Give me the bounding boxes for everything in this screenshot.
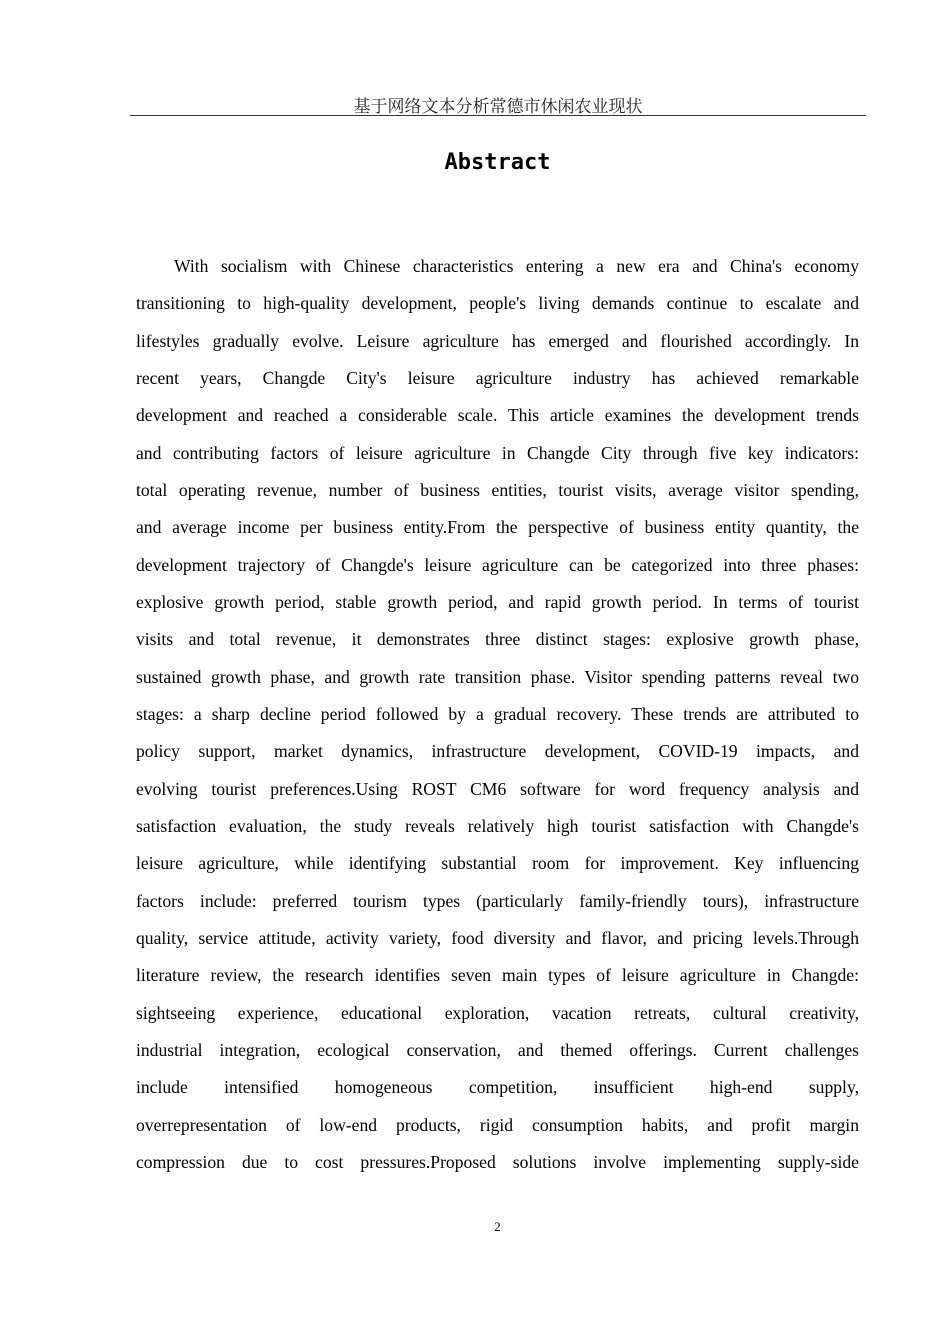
abstract-line: leisure agriculture, while identifying substantial room for improvement. Key influencing: [136, 853, 859, 874]
abstract-line: and average income per business entity.From the perspective of business entity quantity, the: [136, 517, 859, 538]
abstract-line: transitioning to high-quality development, people's living demands continue to escalate and: [136, 293, 859, 314]
abstract-line: include intensified homogeneous competition, insufficient high-end supply,: [136, 1077, 859, 1098]
abstract-line: visits and total revenue, it demonstrates three distinct stages: explosive growth phase,: [136, 629, 859, 650]
abstract-line: quality, service attitude, activity variety, food diversity and flavor, and pricing levels.Through: [136, 927, 859, 948]
abstract-line: industrial integration, ecological conservation, and themed offerings. Current challenges: [136, 1039, 859, 1060]
abstract-line: overrepresentation of low-end products, rigid consumption habits, and profit margin: [136, 1114, 859, 1135]
abstract-line: development and reached a considerable scale. This article examines the development trends: [136, 405, 859, 426]
abstract-body: [136, 253, 859, 1186]
header-divider: [130, 115, 866, 116]
page-number: 2: [494, 1219, 501, 1234]
abstract-line: and contributing factors of leisure agriculture in Changde City through five key indicators:: [136, 442, 859, 463]
running-header: 基于网络文本分析常德市休闲农业现状: [353, 97, 643, 117]
page-title: Abstract: [444, 150, 551, 175]
abstract-line: literature review, the research identifies seven main types of leisure agriculture in Changde:: [136, 965, 859, 986]
abstract-line: factors include: preferred tourism types (particularly family-friendly tours), infrastructure: [136, 890, 859, 911]
abstract-line: sustained growth phase, and growth rate transition phase. Visitor spending patterns reveal two: [136, 666, 859, 687]
abstract-line: compression due to cost pressures.Proposed solutions involve implementing supply-side: [136, 1151, 859, 1172]
abstract-line: policy support, market dynamics, infrastructure development, COVID-19 impacts, and: [136, 741, 859, 762]
abstract-line: satisfaction evaluation, the study reveals relatively high tourist satisfaction with Changde's: [136, 815, 859, 836]
abstract-line: evolving tourist preferences.Using ROST CM6 software for word frequency analysis and: [136, 778, 859, 799]
abstract-line: explosive growth period, stable growth period, and rapid growth period. In terms of tourist: [136, 591, 859, 612]
abstract-line: sightseeing experience, educational exploration, vacation retreats, cultural creativity,: [136, 1002, 859, 1023]
abstract-line: stages: a sharp decline period followed by a gradual recovery. These trends are attributed to: [136, 703, 859, 724]
abstract-line: With socialism with Chinese characteristics entering a new era and China's economy: [174, 256, 859, 276]
abstract-line: total operating revenue, number of business entities, tourist visits, average visitor spending,: [136, 479, 859, 500]
abstract-line: lifestyles gradually evolve. Leisure agriculture has emerged and flourished accordingly. In: [136, 330, 859, 351]
abstract-line: recent years, Changde City's leisure agriculture industry has achieved remarkable: [136, 367, 859, 388]
abstract-line: development trajectory of Changde's leisure agriculture can be categorized into three phases:: [136, 554, 859, 575]
